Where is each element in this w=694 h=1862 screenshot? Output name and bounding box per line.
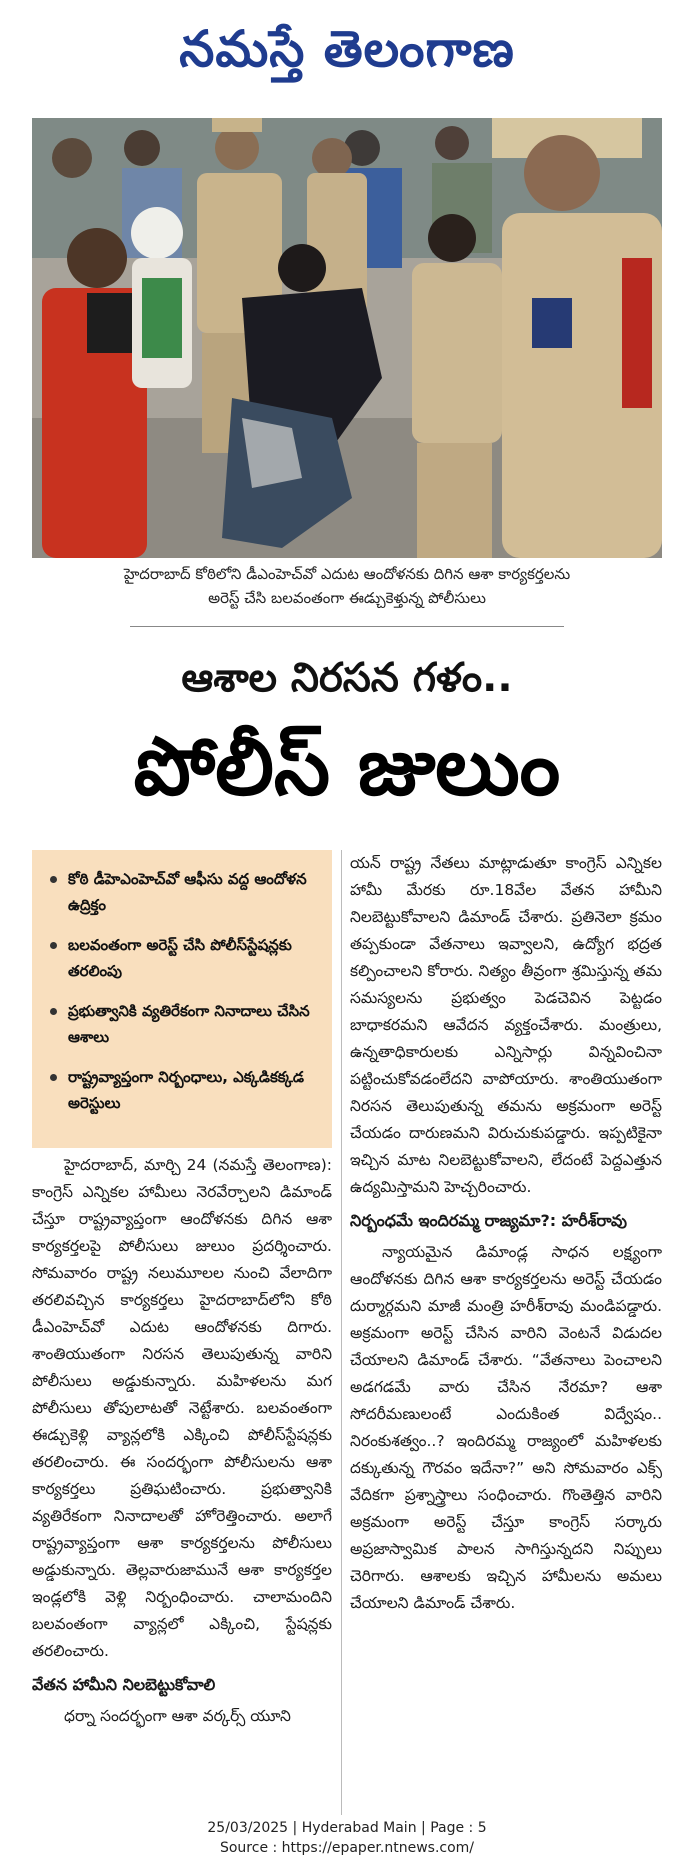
highlight-text: బలవంతంగా అరెస్ట్ చేసి పోలీస్‌స్టేషన్లకు తరలింపు — [68, 936, 292, 980]
highlights-list — [46, 866, 322, 1116]
highlight-item — [46, 998, 322, 1050]
bullet-icon — [50, 1074, 57, 1081]
highlights-box — [32, 850, 332, 1148]
headline-main: పోలీస్ జులుం — [133, 720, 561, 813]
bullet-icon — [50, 942, 57, 949]
article-paragraph: యన్ రాష్ట్ర నేతలు మాట్లాడుతూ కాంగ్రెస్ ఎన్నికల హామీ మేరకు రూ.18వేల వేతన హామీని నిలబెట్టుకోవాలని డిమాండ్ చేశారు. ప్రతినెలా క్రమం తప్పకుండా వేతనాలు ఇవ్వాలని, ఉద్యోగ భద్రత కల్పించాలని కోరారు. నిత్యం తీవ్రంగా శ్రమిస్తున్న తమ సమస్యలను ప్రభుత్వం పెడచెవిన పెట్టడం బాధాకరమని ఆవేదన వ్యక్తంచేశారు. మంత్రులు, ఉన్నతాధికారులకు ఎన్నిసార్లు విన్నవించినా పట్టించుకోవడంలేదని వాపోయారు. శాంతియుతంగా నిరసన తెలుపుతున్న తమను అక్రమంగా అరెస్ట్ చేయడం దారుణమని విరుచుకుపడ్డారు. ఇప్పటికైనా ఇచ్చిన మాట నిలబెట్టుకోవాలని, లేదంటే పెద్దఎత్తున ఉద్యమిస్తామని హెచ్చరించారు. — [350, 854, 662, 1196]
caption-line-2: అరెస్ట్ చేసి బలవంతంగా ఈడ్చుకెళ్తున్న పోలీసులు — [208, 589, 486, 607]
footer-source-link[interactable]: Source : https://epaper.ntnews.com/ — [219, 1840, 475, 1856]
subheading: నిర్బంధమే ఇందిరమ్మ రాజ్యమా?: హరీశ్‌రావు — [350, 1211, 627, 1230]
masthead — [0, 0, 694, 110]
page-footer — [0, 1818, 694, 1858]
caption-divider — [130, 626, 564, 627]
highlight-item — [46, 932, 322, 984]
column-divider — [341, 850, 342, 1815]
headline-kicker: ఆశాల నిరసన గళం.. — [181, 655, 513, 701]
article-paragraph: న్యాయమైన డిమాండ్ల సాధన లక్ష్యంగా ఆందోళనకు దిగిన ఆశా కార్యకర్తలను అరెస్ట్ చేయడం దుర్మార్గమని మాజీ మంత్రి హరీశ్‌రావు మండిపడ్డారు. అక్రమంగా అరెస్ట్ చేసిన వారిని వెంటనే విడుదల చేయాలని డిమాండ్ చేశారు. “వేతనాలు పెంచాలని అడగడమే వారు చేసిన నేరమా? ఆశా సోదరీమణులంటే ఎందుకింత విద్వేషం.. నిరంకుశత్వం..? ఇందిరమ్మ రాజ్యంలో మహిళలకు దక్కుతున్న గౌరవం ఇదేనా?” అని సోమవారం ఎక్స్ వేదికగా ప్రశ్నాస్త్రాలు సంధించారు. గొంతెత్తిన వారిని అక్రమంగా అరెస్ట్ చేస్తూ కాంగ్రెస్ సర్కారు అప్రజాస్వామిక పాలన సాగిస్తున్నదని నిప్పులు చెరిగారు. ఆశాలకు ఇచ్చిన హామీలను అమలు చేయాలని డిమాండ్ చేశారు. — [350, 1243, 662, 1612]
highlight-text: ప్రభుత్వానికి వ్యతిరేకంగా నినాదాలు చేసిన ఆశాలు — [68, 1002, 310, 1046]
caption-line-1: హైదరాబాద్ కోఠిలోని డీఎంహెచ్‌వో ఎదుట ఆందోళనకు దిగిన ఆశా కార్యకర్తలను — [123, 565, 571, 583]
article-paragraph: హైదరాబాద్, మార్చి 24 (నమస్తే తెలంగాణ): కాంగ్రెస్ ఎన్నికల హామీలు నెరవేర్చాలని డిమాండ్ చేస్తూ రాష్ట్రవ్యాప్తంగా ఆందోళనకు దిగిన ఆశా కార్యకర్తలపై పోలీసులు జులుం ప్రదర్శించారు. సోమవారం రాష్ట్ర నలుమూలల నుంచి వేలాదిగా తరలివచ్చిన కార్యకర్తలు హైదరాబాద్‌లోని కోఠి డీఎంహెచ్‌వో ఎదుట ఆందోళనకు దిగారు. శాంతియుతంగా నిరసన తెలుపుతున్న వారిని పోలీసులు అడ్డుకున్నారు. మహిళలను మగ పోలీసులు తోపులాటతో నెట్టేశారు. బలవంతంగా ఈడ్చుకెళ్లి వ్యాన్లలోకి ఎక్కించి పోలీస్‌స్టేషన్లకు తరలించారు. ఈ సందర్భంగా పోలీసులను ఆశా కార్యకర్తలు ప్రతిఘటించారు. ప్రభుత్వానికి వ్యతిరేకంగా నినాదాలతో హోరెత్తించారు. అలాగే రాష్ట్రవ్యాప్తంగా ఆశా కార్యకర్తలను పోలీసులు అడ్డుకున్నారు. తెల్లవారుజామునే ఆశా కార్యకర్తల ఇండ్లలోకి వెళ్లి నిర్బంధించారు. చాలామందిని బలవంతంగా వ్యాన్లలో ఎక్కించి, స్టేషన్లకు తరలించారు. — [32, 1156, 332, 1660]
highlight-text: కోఠి డీహెఎంహెచ్‌వో ఆఫీసు వద్ద ఆందోళన ఉద్రిక్తం — [68, 870, 307, 914]
photo-caption — [32, 562, 662, 610]
subheading: వేతన హామీని నిలబెట్టుకోవాలి — [32, 1675, 216, 1694]
footer-date-edition: 25/03/2025 | Hyderabad Main | Page : 5 — [207, 1820, 487, 1836]
bullet-icon — [50, 876, 57, 883]
article-column-right — [350, 850, 662, 1617]
article-column-left — [32, 1152, 332, 1730]
highlight-item — [46, 866, 322, 918]
newspaper-title: నమస్తే తెలంగాణ — [179, 19, 515, 78]
highlight-item — [46, 1064, 322, 1116]
highlight-text: రాష్ట్రవ్యాప్తంగా నిర్బంధాలు, ఎక్కడికక్కడ అరెస్టులు — [68, 1068, 304, 1112]
protest-photo-illustration — [32, 118, 662, 558]
news-photo — [32, 118, 662, 558]
article-paragraph: ధర్నా సందర్భంగా ఆశా వర్కర్స్ యూని — [64, 1707, 291, 1725]
bullet-icon — [50, 1008, 57, 1015]
